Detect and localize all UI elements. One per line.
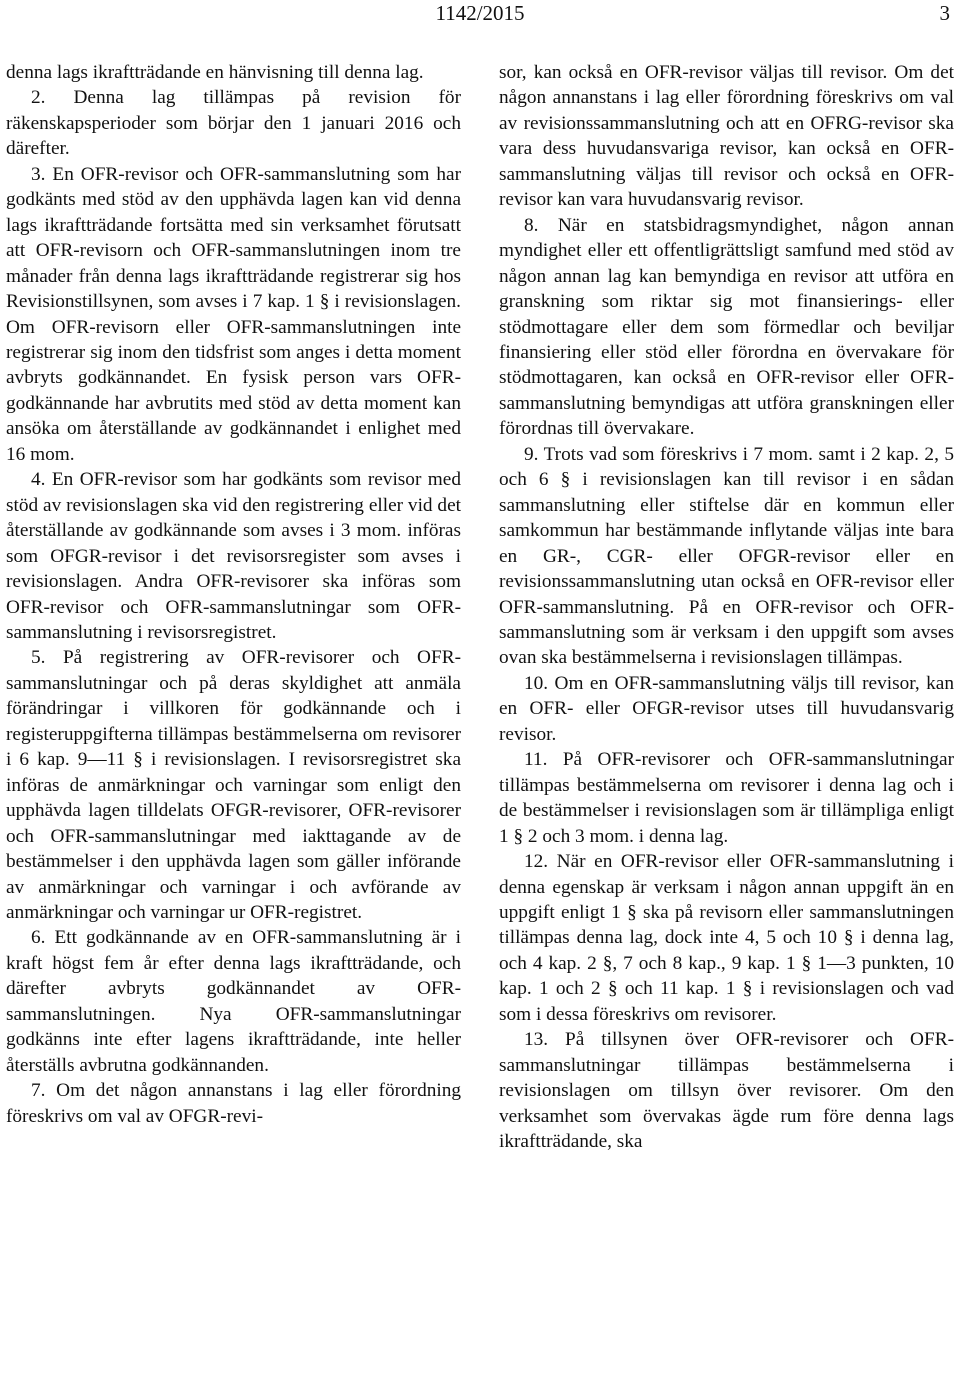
paragraph: 6. Ett godkännande av en OFR-sammanslutning är i kraft högst fem år efter denna lags ikraftträdande, och därefter avbryts godkännandet av OFR-sammanslutningen. Nya OFR-sammanslutningar godkänns inte efter lagens ikraftträdande, inte heller återställs avbrutna godkännanden.: [6, 927, 461, 1076]
right-column: [499, 60, 954, 1154]
page-number: 3: [939, 1, 950, 25]
paragraph: 11. På OFR-revisorer och OFR-sammanslutningar tillämpas bestämmelserna om revisorer i denna lag och i de bestämmelser i revisionslagen som är tillämpliga enligt 1 § 2 och 3 mom. i denna lag.: [499, 749, 954, 847]
paragraph: 5. På registrering av OFR-revisorer och OFR-sammanslutningar och på deras skyldighet att anmäla förändringar i villkoren för godkännande och i registeruppgifterna tillämpas bestämmelserna om revisorer i 6 kap. 9—11 § i revisionslagen. I revisorsregistret ska införas de anmärkningar och varningar som enligt den upphävda lagen tilldelats OFGR-revisorer, OFR-revisorer och OFR-sammanslutningar med iakttagande av de bestämmelser i den upphävda lagen som gäller införande av anmärkningar och varningar i och avförande av anmärkningar och varningar ur OFR-registret.: [6, 647, 461, 923]
paragraph: 12. När en OFR-revisor eller OFR-sammanslutning i denna egenskap är verksam i någon annan uppgift än en uppgift enligt 1 § ska på revisorn eller sammanslutningen tillämpas denna lag, dock inte 4, 5 och 10 § i denna lag, och 4 kap. 2 §, 7 och 8 kap., 9 kap. 1 § 1—3 punkten, 10 kap. 1 och 2 § och 11 kap. 1 § i revisionslagen och vad som i dessa föreskrivs om revisorer.: [499, 851, 954, 1025]
paragraph: sor, kan också en OFR-revisor väljas till revisor. Om det någon annanstans i lag eller förordning föreskrivs om val av revisionssammanslutning och att en OFRG-revisor ska vara dess huvudansvariga revisor, kan också en OFR-sammanslutning väljas till revisor och också en OFR-revisor kan vara huvudansvarig revisor.: [499, 62, 954, 211]
paragraph: 2. Denna lag tillämpas på revision för räkenskapsperioder som börjar den 1 januari 2016 och därefter.: [6, 87, 461, 160]
paragraph: 7. Om det någon annanstans i lag eller förordning föreskrivs om val av OFGR-revi-: [6, 1080, 461, 1127]
paragraph: 9. Trots vad som föreskrivs i 7 mom. samt i 2 kap. 2, 5 och 6 § i revisionslagen kan till revisor i en sådan sammanslutning eller stiftelse där en kommun eller samkommun har bestämmande inflytande väljas inte bara en GR-, CGR- eller OFGR-revisor eller en revisionssammanslutning utan också en OFR-revisor eller OFR-sammanslutning. På en OFR-revisor och OFR-sammanslutning som är verksam i den uppgift som avses ovan ska bestämmelserna i revisionslagen tillämpas.: [499, 443, 954, 669]
paragraph: 8. När en statsbidragsmyndighet, någon annan myndighet eller ett offentligrättsligt samfund med stöd av någon annan lag kan bemyndiga en revisor att utföra en granskning som riktar sig mot finansierings- eller stödmottagare eller dem som förmedlar och beviljar finansiering eller stöd eller förordna en övervakare för stödmottagaren, kan också en OFR-revisor eller OFR-sammanslutning bemyndigas att utföra granskningen eller förordnas till övervakare.: [499, 214, 954, 440]
paragraph: 13. På tillsynen över OFR-revisorer och OFR-sammanslutningar tillämpas bestämmelserna i revisionslagen om tillsyn över revisorer. Om den verksamhet som övervakas ägde rum före denna lags ikraftträdande, ska: [499, 1029, 954, 1153]
paragraph: 4. En OFR-revisor som har godkänts som revisor med stöd av revisionslagen ska vid den registrering eller vid det återställande av godkännande som avses i 3 mom. införas som OFGR-revisor i det revisorsregister som avses i revisionslagen. Andra OFR-revisorer ska införas som OFR-revisor och OFR-sammanslutningar som OFR-sammanslutning i revisorsregistret.: [6, 469, 461, 643]
document-number: 1142/2015: [435, 1, 525, 25]
left-column: [6, 60, 461, 1129]
paragraph: 10. Om en OFR-sammanslutning väljs till revisor, kan en OFR- eller OFGR-revisor utses till huvudansvarig revisor.: [499, 672, 954, 745]
paragraph: 3. En OFR-revisor och OFR-sammanslutning som har godkänts med stöd av den upphävda lagen kan vid denna lags ikraftträdande fortsätta med sin verksamhet förutsatt att OFR-revisorn och OFR-sammanslutningen inom tre månader från denna lags ikraftträdande registrerar sig hos Revisionstillsynen, som avses i 7 kap. 1 § i revisionslagen. Om OFR-revisorn eller OFR-sammanslutningen inte registrerar sig inom den tidsfrist som anges i detta moment avbryts godkännandet. En fysisk person vars OFR-godkännande har avbrutits med stöd av detta moment kan ansöka om återställande av godkännandet i enlighet med 16 mom.: [6, 163, 461, 465]
page-header: [0, 0, 960, 30]
paragraph: denna lags ikraftträdande en hänvisning till denna lag.: [6, 62, 424, 83]
